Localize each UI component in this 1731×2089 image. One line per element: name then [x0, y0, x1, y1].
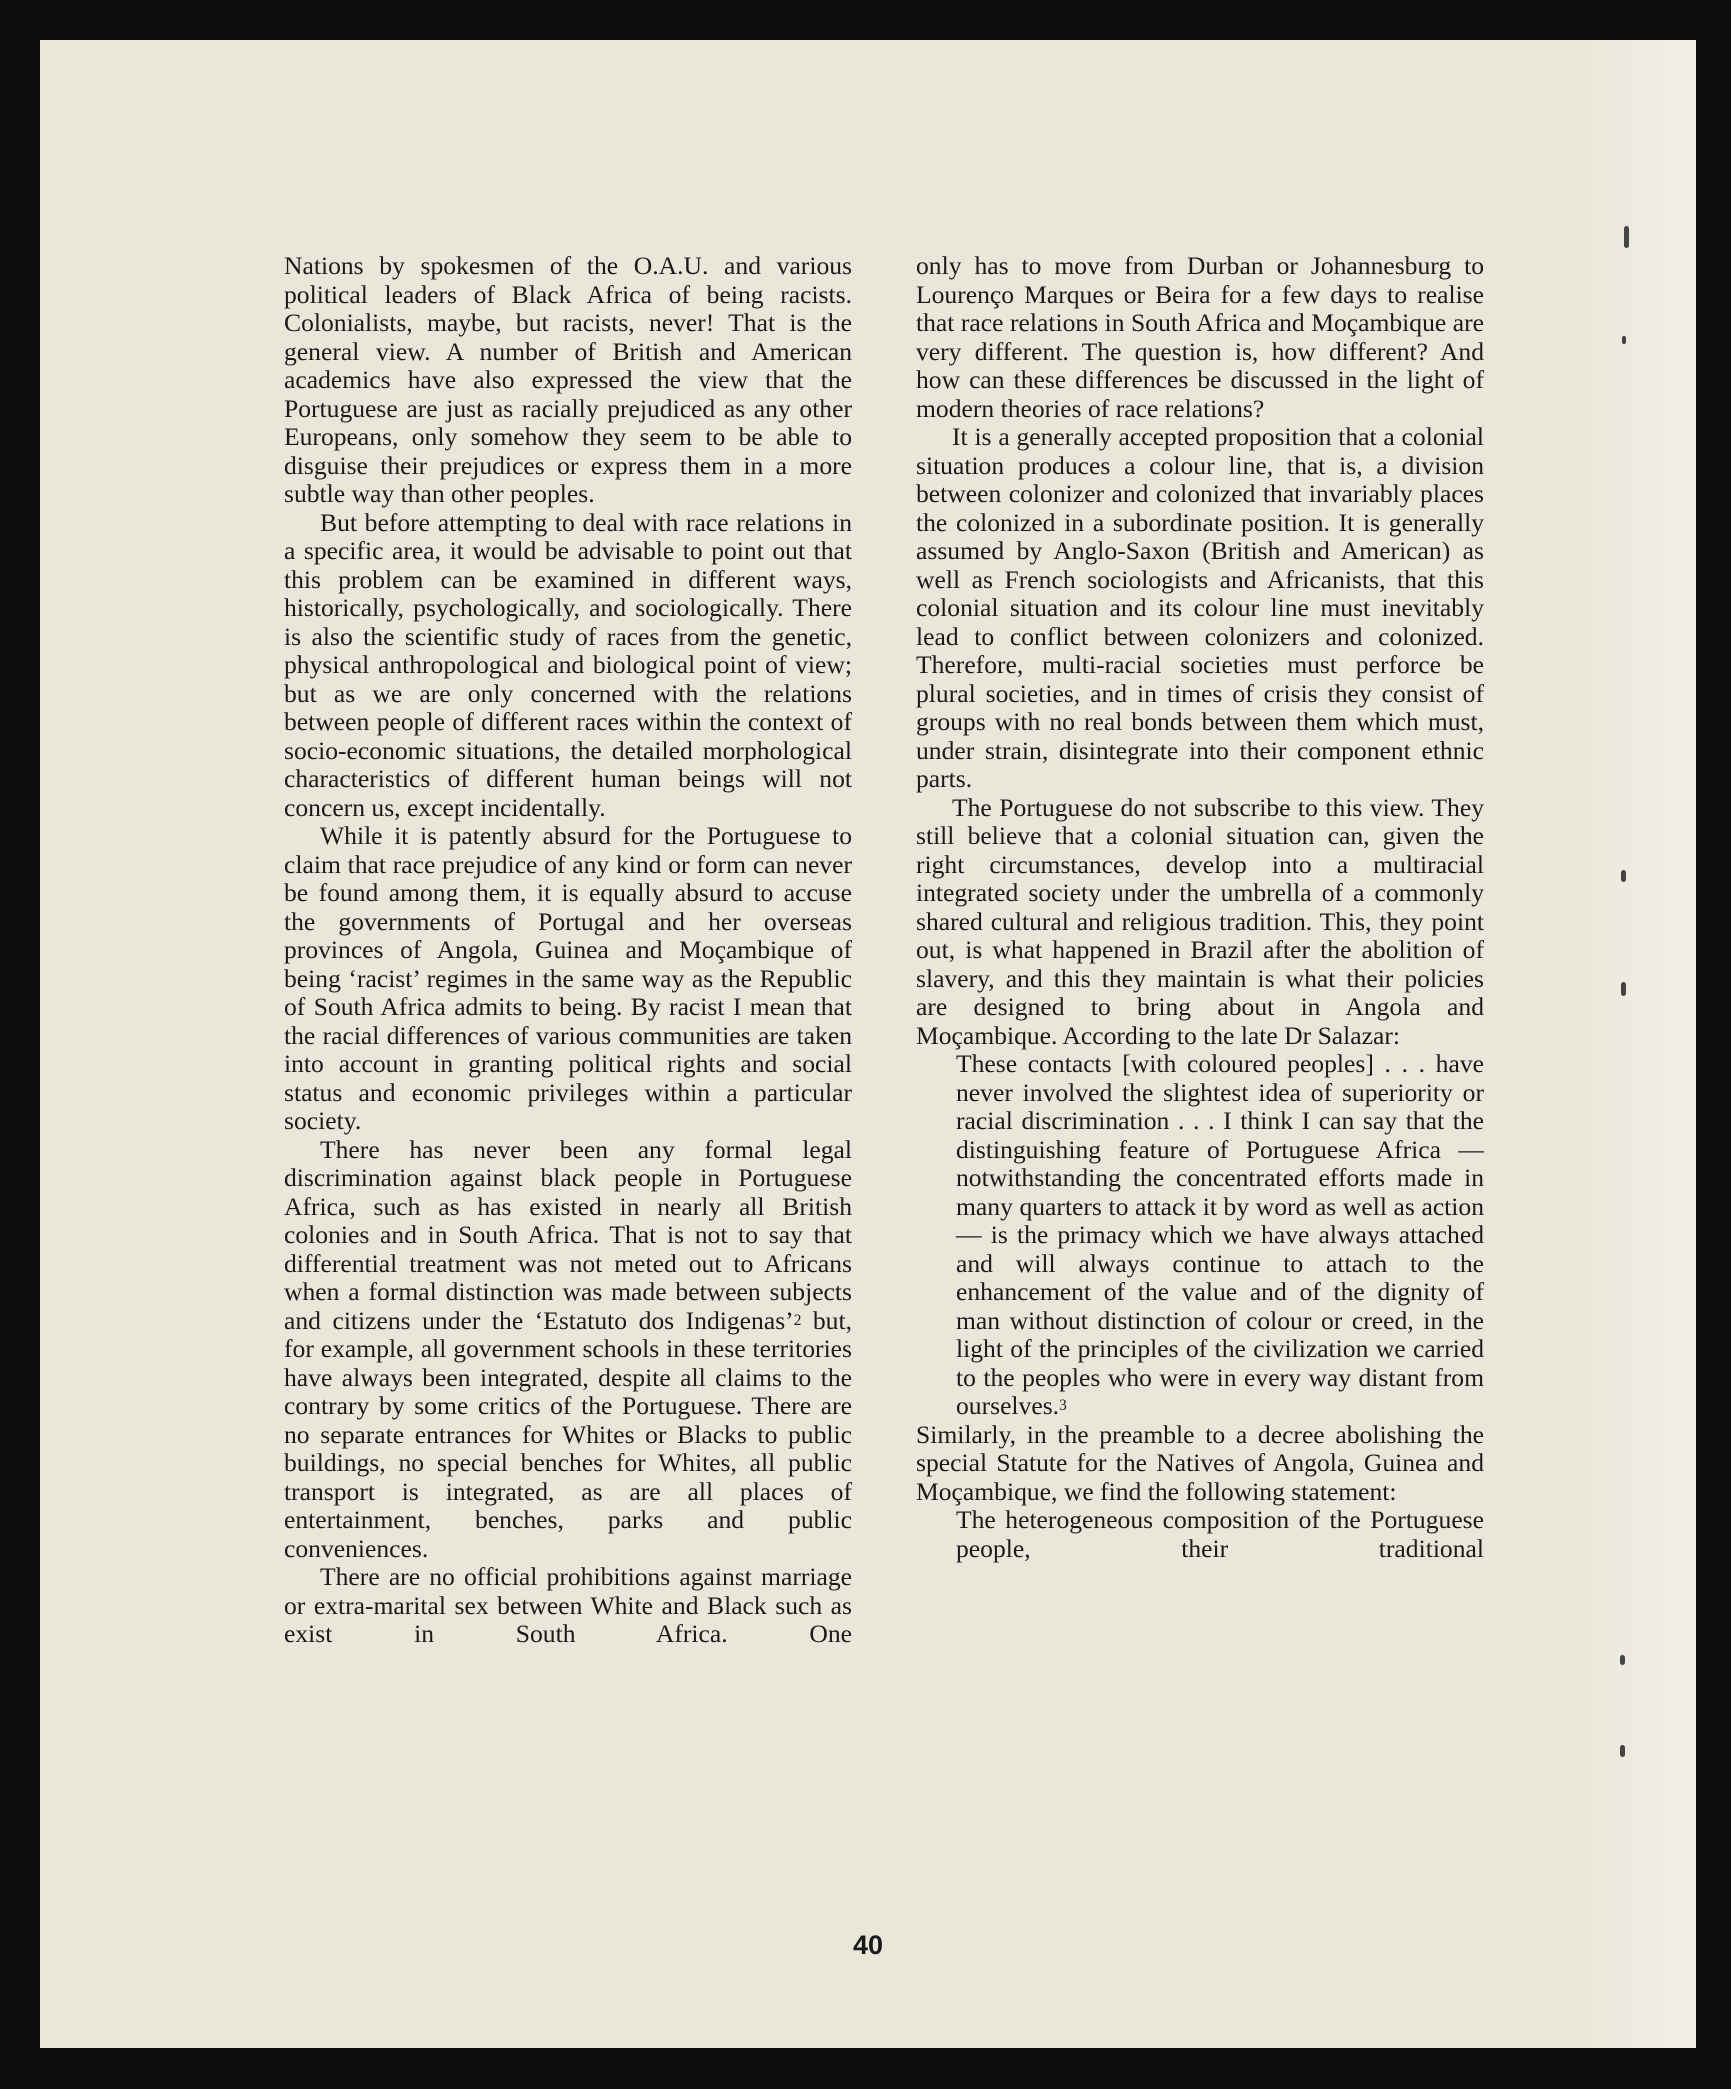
left-column	[284, 252, 852, 1649]
left-paragraph-1: Nations by spokesmen of the O.A.U. and various political leaders of Black Africa of being racists. Colonialists, maybe, but racists, never! That is the general view. A number of British and American academics have also expressed the view that the Portuguese are just as racially prejudiced as any other Europeans, only somehow they seem to be able to disguise their prejudices or express them in a more subtle way than other peoples.	[284, 251, 852, 508]
page-number: 40	[852, 1930, 884, 1960]
left-paragraph-2: But before attempting to deal with race relations in a specific area, it would be advisable to point out that this problem can be examined in different ways, historically, psychologically, and sociologically. There is also the scientific study of races from the genetic, physical anthropological and biological point of view; but as we are only concerned with the relations between people of different races within the context of socio-economic situations, the detailed morphological characteristics of different human beings will not concern us, except incidentally.	[284, 507, 852, 822]
margin-speck	[1621, 982, 1626, 996]
left-paragraph-5: There are no official prohibitions against marriage or extra-marital sex between White and Black such as exist in South Africa. One	[284, 1562, 852, 1648]
right-paragraph-3: The Portuguese do not subscribe to this view. They still believe that a colonial situation can, given the right circumstances, develop into a multiracial integrated society under the umbrella of a commonly shared cultural and religious tradition. This, they point out, is what happened in Brazil after the abolition of slavery, and this they maintain is what their policies are designed to bring about in Angola and Moçambique. According to the late Dr Salazar:	[916, 792, 1484, 1050]
left-paragraph-4-text-b: but, for example, all government schools in these territories have always been integrated, despite all claims to the contrary by some critics of the Portuguese. There are no separate entrances for Whites or Blacks to public buildings, no special benches for Whites, all public transport is integrated, as are all places of entertainment, benches, parks and public conveniences.	[284, 1305, 852, 1563]
document-page	[40, 40, 1696, 2048]
margin-speck	[1622, 336, 1626, 344]
right-column	[916, 252, 1484, 1563]
block-quote-salazar-text: These contacts [with coloured peoples] . . . have never involved the slightest idea of superiority or racial discrimination . . . I think I can say that the distinguishing feature of Portuguese Africa — notwithstanding the concentrated efforts made in many quarters to attack it by word as well as action — is the primacy which we have always attached and will always continue to attach to the enhancement of the value and of the dignity of man without distinction of colour or creed, in the light of the principles of the civilization we carried to the peoples who were in every way distant from ourselves.	[956, 1049, 1484, 1420]
margin-speck	[1624, 226, 1629, 248]
margin-speck	[1621, 870, 1626, 882]
footnote-ref-2: 2	[793, 1311, 802, 1329]
margin-speck	[1620, 1655, 1625, 1665]
block-quote-salazar	[916, 1050, 1484, 1421]
block-quote-decree: The heterogeneous composition of the Portuguese people, their traditional	[956, 1505, 1484, 1563]
right-paragraph-2: It is a generally accepted proposition that a colonial situation produces a colour line, that is, a division between colonizer and colonized that invariably places the colonized in a subordinate position. It is generally assumed by Anglo-Saxon (British and American) as well as French sociologists and Africanists, that this colonial situation and its colour line must inevitably lead to conflict between colonizers and colonized. Therefore, multi-racial societies must perforce be plural societies, and in times of crisis they consist of groups with no real bonds between them which must, under strain, disintegrate into their component ethnic parts.	[916, 422, 1484, 793]
left-paragraph-4-text-a: There has never been any formal legal discrimination against black people in Portuguese Africa, such as has existed in nearly all British colonies and in South Africa. That is not to say that differential treatment was not meted out to Africans when a formal distinction was made between subjects and citizens under the ‘Estatuto dos Indigenas’	[284, 1134, 852, 1335]
left-paragraph-3: While it is patently absurd for the Portuguese to claim that race prejudice of any kind or form can never be found among them, it is equally absurd to accuse the governments of Portugal and her overseas provinces of Angola, Guinea and Moçambique of being ‘racist’ regimes in the same way as the Republic of South Africa admits to being. By racist I mean that the racial differences of various communities are taken into account in granting political rights and social status and economic privileges within a particular society.	[284, 821, 852, 1135]
margin-speck	[1620, 1745, 1625, 1757]
right-paragraph-4: Similarly, in the preamble to a decree abolishing the special Statute for the Natives of Angola, Guinea and Moçambique, we find the following statement:	[916, 1419, 1484, 1506]
footnote-ref-3: 3	[1059, 1397, 1067, 1414]
right-paragraph-1: only has to move from Durban or Johannesburg to Lourenço Marques or Beira for a few days to realise that race relations in South Africa and Moçambique are very different. The question is, how different? And how can these differences be discussed in the light of modern theories of race relations?	[916, 251, 1484, 423]
left-paragraph-4	[284, 1136, 852, 1564]
